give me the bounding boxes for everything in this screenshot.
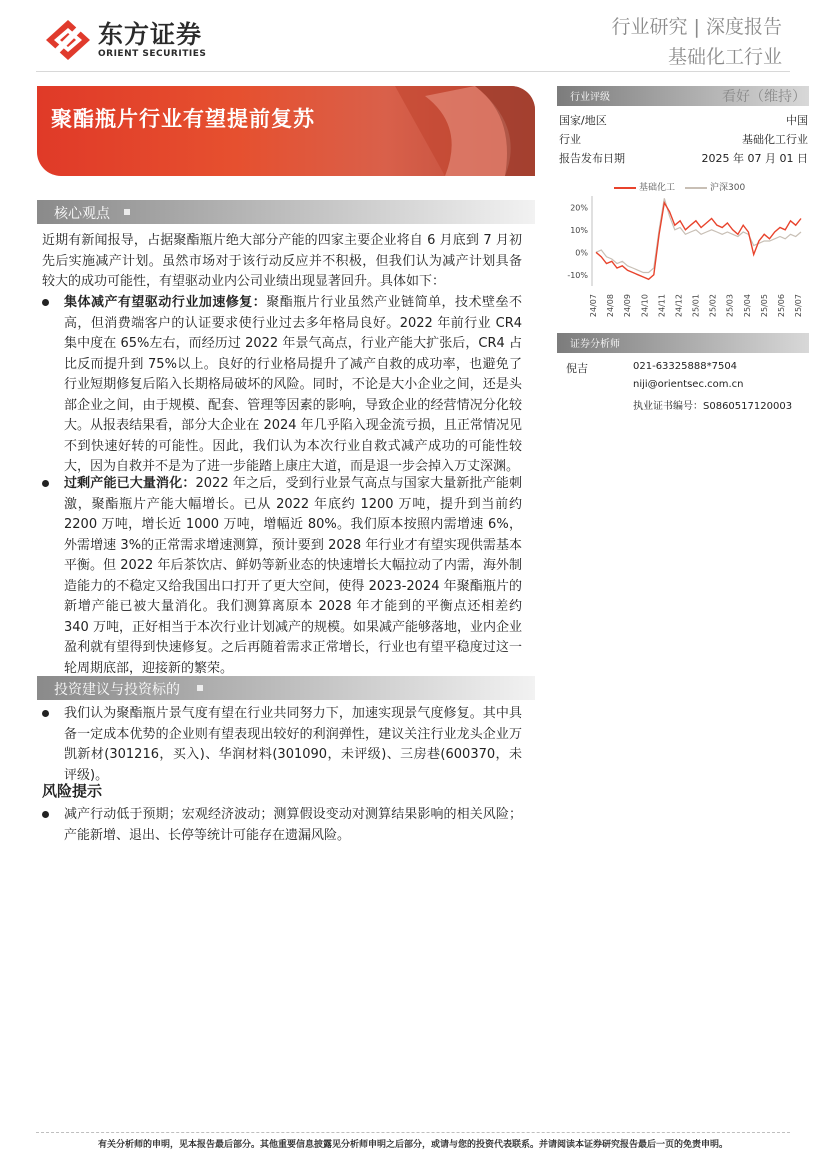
x-tick-label: 24/11 bbox=[657, 294, 667, 318]
risk-title: 风险提示 bbox=[42, 782, 103, 800]
rating-value: 看好（维持） bbox=[722, 89, 806, 105]
report-industry: 基础化工行业 bbox=[667, 46, 782, 68]
report-type: 行业研究 | 深度报告 bbox=[611, 16, 782, 38]
x-tick-label: 24/10 bbox=[640, 294, 650, 318]
bullet-head: 过剩产能已大量消化： bbox=[64, 476, 196, 491]
legend-item-hs300: 沪深300 bbox=[685, 180, 745, 193]
invest-bar bbox=[37, 676, 535, 700]
info-row-industry bbox=[559, 131, 808, 147]
y-tick-label: -10% bbox=[567, 270, 588, 280]
x-tick-label: 25/02 bbox=[708, 294, 718, 318]
company-logo bbox=[44, 18, 206, 62]
core-view-intro: 近期有新闻报导，占据聚酯瓶片绝大部分产能的四家主要企业将自 6 月底到 7 月初先后实施减产计划。虽然市场对于该行动反应并不积极，但我们认为减产计划具备较大的成功可能性，有望驱动业内公司业绩出现显著回升。具体如下： bbox=[42, 233, 522, 289]
info-label: 国家/地区 bbox=[559, 114, 607, 127]
analyst-section-bar bbox=[557, 333, 809, 353]
invest-bullet bbox=[42, 704, 522, 786]
legend-item-chem: 基础化工 bbox=[614, 180, 675, 193]
bullet-reduction bbox=[42, 293, 522, 478]
analyst-email[interactable]: niji@orientsec.com.cn bbox=[633, 379, 744, 390]
x-tick-label: 25/06 bbox=[776, 294, 786, 318]
info-value: 基础化工行业 bbox=[742, 133, 808, 146]
y-tick-label: 20% bbox=[570, 203, 588, 213]
x-tick-label: 24/07 bbox=[589, 294, 598, 318]
core-view-title: 核心观点 bbox=[54, 206, 110, 222]
title-banner bbox=[37, 86, 535, 176]
x-tick-label: 25/03 bbox=[725, 294, 735, 318]
footer-divider bbox=[36, 1132, 790, 1133]
x-tick-label: 25/07 bbox=[794, 294, 803, 318]
bullet-dot-icon bbox=[42, 480, 49, 487]
performance-chart bbox=[557, 176, 809, 326]
x-tick-label: 24/09 bbox=[623, 294, 633, 318]
x-tick-label: 25/04 bbox=[742, 294, 752, 318]
info-row-region bbox=[559, 112, 808, 128]
bullet-overcapacity bbox=[42, 474, 522, 679]
y-tick-label: 0% bbox=[575, 248, 588, 258]
info-value: 中国 bbox=[786, 114, 808, 127]
core-view-bar bbox=[37, 200, 535, 224]
footer-disclaimer: 有关分析师的申明，见本报告最后部分。其他重要信息披露见分析师申明之后部分，或请与您的投资代表联系。并请阅读本证券研究报告最后一页的免责申明。 bbox=[97, 1140, 728, 1150]
bullet-body: 聚酯瓶片行业虽然产业链简单，技术壁垒不高，但消费端客户的认证要求使行业过去多年格局良好。2022 年前行业 CR4 集中度在 65%左右，而经历过 2022 年景气高点，行业产能大扩张后，CR4 占比反而提升到 75%以上。良好的行业格局提升了减产自救的成功率，也避免了行业短期修复后陷入长期格局破坏的风险。同时，不论是大小企业之间，还是头部企业之间，由于规模、配套、管理等因素的影响，导致企业的经营情况分化较大。从报表结果看，部分大企业在 2024 年几乎陷入现金流亏损，且正常情况见不到快速好转的可能性。因此，我们认为本次行业自救式减产成功的可能性较大，因为自救并不是为了进一步能踏上康庄大道，而是退一步会掉入万丈深渊。 bbox=[64, 295, 522, 474]
bullet-dot-icon bbox=[42, 710, 49, 717]
x-tick-label: 24/12 bbox=[674, 294, 684, 318]
bullet-head: 集体减产有望驱动行业加速修复： bbox=[64, 295, 267, 310]
info-value: 2025 年 07 月 01 日 bbox=[701, 152, 808, 165]
risk-bullet bbox=[42, 805, 522, 846]
invest-title: 投资建议与投资标的 bbox=[54, 682, 180, 698]
info-row-date bbox=[559, 150, 808, 166]
x-tick-label: 25/01 bbox=[691, 294, 701, 318]
bullet-body: 2022 年之后，受到行业景气高点与国家大量新批产能刺激，聚酯瓶片产能大幅增长。已从 2022 年底约 1200 万吨，提升到当前约 2200 万吨，增长近 1000 万吨，增幅近 80%。我们原本按照内需增速 6%，外需增速 3%的正常需求增速测算，预计要到 2028 年行业才有望实现供需基本平衡。但 2022 年后茶饮店、鲜奶等新业态的快速增长大幅拉动了内需，海外制造能力的不稳定又给我国出口打开了更大空间，使得 2023-2024 年聚酯瓶片的新增产能已被大量消化。我们测算离原本 2028 年才能到的平衡点还相差约 340 万吨，正好相当于本次行业计划减产的规模。如果减产能够落地，业内企业盈利就有望得到快速修复。之后再随着需求正常增长，行业也有望平稳度过这一轮周期底部，迎接新的繁荣。 bbox=[64, 476, 522, 676]
info-label: 报告发布日期 bbox=[559, 152, 625, 165]
info-label: 行业 bbox=[559, 133, 581, 146]
analyst-phone: 021-63325888*7504 bbox=[633, 361, 738, 372]
analyst-cert: 执业证书编号：S0860517120003 bbox=[633, 401, 793, 412]
x-tick-label: 24/08 bbox=[606, 294, 616, 318]
bullet-dot-icon bbox=[42, 811, 49, 818]
x-tick-label: 25/05 bbox=[759, 294, 769, 318]
y-tick-label: 10% bbox=[570, 225, 588, 235]
brand-name-cn: 东方证券 bbox=[98, 20, 203, 49]
analyst-section-title: 证券分析师 bbox=[570, 339, 620, 350]
rating-label: 行业评级 bbox=[570, 92, 610, 103]
bullet-dot-icon bbox=[42, 299, 49, 306]
orient-securities-logo-icon bbox=[44, 18, 92, 62]
header-divider bbox=[36, 71, 790, 72]
brand-name-en: ORIENT SECURITIES bbox=[98, 49, 207, 59]
series-line-hs300 bbox=[596, 198, 801, 272]
analyst-name: 倪吉 bbox=[566, 362, 588, 375]
risk-text: 减产行动低于预期；宏观经济波动；测算假设变动对测算结果影响的相关风险；产能新增、退出、长停等统计可能存在遗漏风险。 bbox=[64, 807, 522, 843]
invest-text: 我们认为聚酯瓶片景气度有望在行业共同努力下，加速实现景气度修复。其中具备一定成本优势的企业则有望表现出较好的利润弹性，建议关注行业龙头企业万凯新材(301216，买入)、华润材料(301090，未评级)、三房巷(600370，未评级)。 bbox=[64, 706, 522, 783]
report-title: 聚酯瓶片行业有望提前复苏 bbox=[51, 107, 315, 131]
